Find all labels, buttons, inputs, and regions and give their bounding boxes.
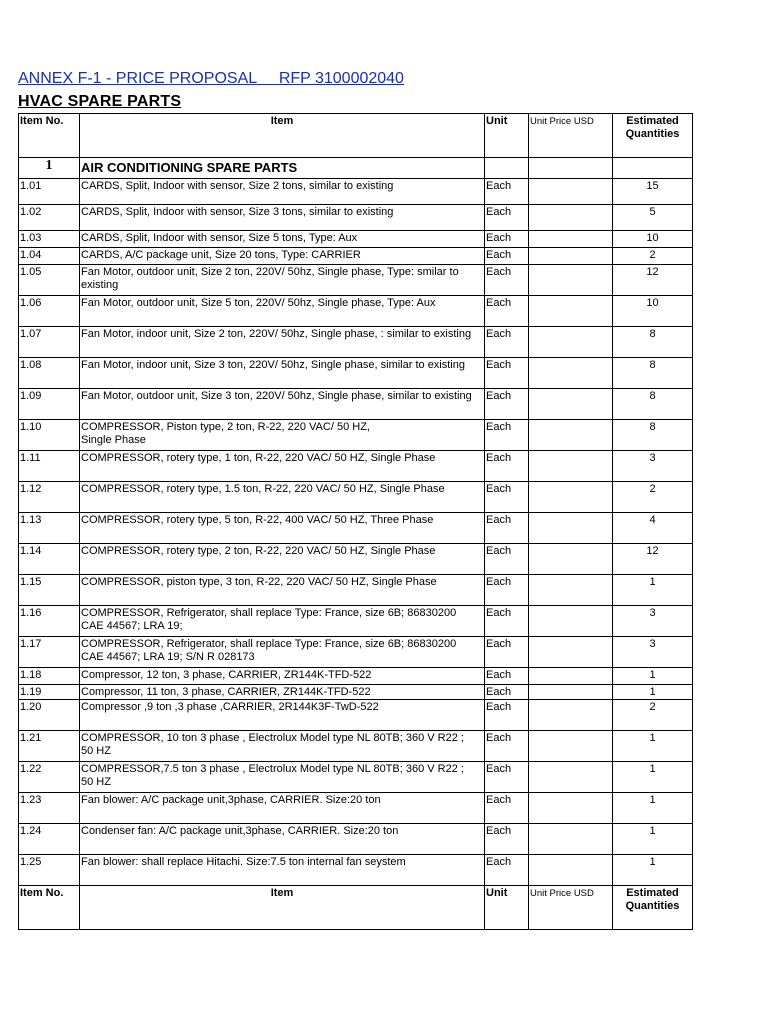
unit-cell: Each: [485, 179, 529, 205]
footer-item: Item: [80, 886, 485, 930]
unit-price-cell: [529, 420, 613, 451]
unit-cell: Each: [485, 824, 529, 855]
unit-price-cell: [529, 637, 613, 668]
table-row: [19, 482, 693, 513]
unit-cell: Each: [485, 389, 529, 420]
title-annex: ANNEX F-1 - PRICE PROPOSAL: [18, 70, 257, 87]
table-row: [19, 575, 693, 606]
unit-cell: Each: [485, 248, 529, 265]
quantity-cell: 15: [613, 179, 693, 205]
table-row: [19, 685, 693, 700]
table-row: [19, 327, 693, 358]
quantity-cell: 8: [613, 389, 693, 420]
table-row: [19, 513, 693, 544]
quantity-cell: 2: [613, 482, 693, 513]
item-number-cell: 1.25: [19, 855, 80, 886]
item-description-cell: Fan Motor, outdoor unit, Size 2 ton, 220V/ 50hz, Single phase, Type: smilar to existing: [80, 265, 485, 296]
unit-price-cell: [529, 685, 613, 700]
unit-price-cell: [529, 606, 613, 637]
item-number-cell: 1.23: [19, 793, 80, 824]
unit-price-cell: [529, 231, 613, 248]
item-description-cell: Fan Motor, indoor unit, Size 2 ton, 220V/ 50hz, Single phase, : similar to existing: [80, 327, 485, 358]
item-description-cell: COMPRESSOR,7.5 ton 3 phase , Electrolux Model type NL 80TB; 360 V R22 ; 50 HZ: [80, 762, 485, 793]
unit-cell: Each: [485, 575, 529, 606]
item-description-cell: Fan Motor, indoor unit, Size 3 ton, 220V/ 50hz, Single phase, similar to existing: [80, 358, 485, 389]
item-description-cell: Compressor ,9 ton ,3 phase ,CARRIER, 2R144K3F-TwD-522: [80, 700, 485, 731]
quantity-cell: 1: [613, 762, 693, 793]
unit-price-cell: [529, 793, 613, 824]
quantity-cell: 10: [613, 231, 693, 248]
header-estimated-quantities: [613, 114, 693, 158]
footer-unit-price: Unit Price USD: [529, 886, 613, 930]
item-description-cell: COMPRESSOR, rotery type, 1.5 ton, R-22, 220 VAC/ 50 HZ, Single Phase: [80, 482, 485, 513]
item-number-cell: 1.04: [19, 248, 80, 265]
unit-cell: Each: [485, 482, 529, 513]
table-row: [19, 389, 693, 420]
quantity-cell: 1: [613, 685, 693, 700]
item-description-cell: COMPRESSOR, 10 ton 3 phase , Electrolux Model type NL 80TB; 360 V R22 ; 50 HZ: [80, 731, 485, 762]
unit-price-cell: [529, 179, 613, 205]
footer-estimated: Estimated: [626, 887, 679, 899]
unit-price-cell: [529, 731, 613, 762]
item-number-cell: 1.06: [19, 296, 80, 327]
item-description-cell: Compressor, 12 ton, 3 phase, CARRIER, ZR144K-TFD-522: [80, 668, 485, 685]
table-row: [19, 205, 693, 231]
unit-cell: Each: [485, 265, 529, 296]
item-number-cell: 1.17: [19, 637, 80, 668]
table-row: [19, 420, 693, 451]
item-number-cell: 1.16: [19, 606, 80, 637]
item-number-cell: 1.22: [19, 762, 80, 793]
unit-price-cell: [529, 327, 613, 358]
header-unit: Unit: [485, 114, 529, 158]
unit-cell: Each: [485, 855, 529, 886]
table-row: [19, 855, 693, 886]
section-row: [19, 158, 693, 179]
section-title: AIR CONDITIONING SPARE PARTS: [80, 158, 485, 179]
unit-price-cell: [529, 824, 613, 855]
unit-price-cell: [529, 296, 613, 327]
unit-cell: Each: [485, 327, 529, 358]
quantity-cell: 12: [613, 265, 693, 296]
table-row: [19, 762, 693, 793]
header-item: Item: [80, 114, 485, 158]
quantity-cell: 3: [613, 606, 693, 637]
item-number-cell: 1.20: [19, 700, 80, 731]
header-estimated: Estimated: [626, 115, 679, 127]
item-number-cell: 1.19: [19, 685, 80, 700]
unit-cell: Each: [485, 668, 529, 685]
unit-price-cell: [529, 265, 613, 296]
unit-price-cell: [529, 358, 613, 389]
quantity-cell: 1: [613, 731, 693, 762]
item-description-cell: CARDS, Split, Indoor with sensor, Size 2 tons, similar to existing: [80, 179, 485, 205]
unit-cell: Each: [485, 606, 529, 637]
unit-cell: Each: [485, 685, 529, 700]
section-price-cell: [529, 158, 613, 179]
quantity-cell: 12: [613, 544, 693, 575]
quantity-cell: 1: [613, 793, 693, 824]
section-number: 1: [19, 158, 80, 179]
section-qty-cell: [613, 158, 693, 179]
unit-cell: Each: [485, 762, 529, 793]
footer-unit: Unit: [485, 886, 529, 930]
unit-cell: Each: [485, 231, 529, 248]
item-description-cell: CARDS, Split, Indoor with sensor, Size 3 tons, similar to existing: [80, 205, 485, 231]
unit-price-cell: [529, 544, 613, 575]
unit-cell: Each: [485, 700, 529, 731]
item-number-cell: 1.11: [19, 451, 80, 482]
table-row: [19, 668, 693, 685]
quantity-cell: 4: [613, 513, 693, 544]
table-row: [19, 793, 693, 824]
quantity-cell: 3: [613, 451, 693, 482]
item-description-cell: COMPRESSOR, rotery type, 2 ton, R-22, 220 VAC/ 50 HZ, Single Phase: [80, 544, 485, 575]
item-number-cell: 1.13: [19, 513, 80, 544]
quantity-cell: 2: [613, 248, 693, 265]
footer-quantities: Quantities: [625, 900, 680, 912]
item-number-cell: 1.21: [19, 731, 80, 762]
unit-cell: Each: [485, 731, 529, 762]
unit-cell: Each: [485, 637, 529, 668]
item-number-cell: 1.15: [19, 575, 80, 606]
document-subtitle: HVAC SPARE PARTS: [18, 93, 182, 110]
header-item-no: Item No.: [19, 114, 80, 158]
unit-cell: Each: [485, 544, 529, 575]
item-description-cell: COMPRESSOR, piston type, 3 ton, R-22, 220 VAC/ 50 HZ, Single Phase: [80, 575, 485, 606]
quantity-cell: 1: [613, 824, 693, 855]
unit-cell: Each: [485, 793, 529, 824]
unit-price-cell: [529, 205, 613, 231]
item-number-cell: 1.07: [19, 327, 80, 358]
unit-cell: Each: [485, 513, 529, 544]
quantity-cell: 5: [613, 205, 693, 231]
header-quantities: Quantities: [625, 128, 680, 140]
table-row: [19, 248, 693, 265]
document-title: [18, 70, 404, 88]
item-number-cell: 1.02: [19, 205, 80, 231]
unit-price-cell: [529, 451, 613, 482]
item-description-cell: COMPRESSOR, rotery type, 5 ton, R-22, 400 VAC/ 50 HZ, Three Phase: [80, 513, 485, 544]
item-number-cell: 1.05: [19, 265, 80, 296]
footer-estimated-quantities: [613, 886, 693, 930]
price-proposal-table: [18, 113, 693, 930]
quantity-cell: 10: [613, 296, 693, 327]
quantity-cell: 1: [613, 575, 693, 606]
item-number-cell: 1.10: [19, 420, 80, 451]
unit-price-cell: [529, 668, 613, 685]
unit-price-cell: [529, 700, 613, 731]
quantity-cell: 8: [613, 420, 693, 451]
item-description-cell: Fan Motor, outdoor unit, Size 3 ton, 220V/ 50hz, Single phase, similar to existing: [80, 389, 485, 420]
unit-cell: Each: [485, 420, 529, 451]
unit-price-cell: [529, 482, 613, 513]
item-description-cell: Fan Motor, outdoor unit, Size 5 ton, 220V/ 50hz, Single phase, Type: Aux: [80, 296, 485, 327]
item-description-cell: Compressor, 11 ton, 3 phase, CARRIER, ZR144K-TFD-522: [80, 685, 485, 700]
item-description-cell: COMPRESSOR, Refrigerator, shall replace Type: France, size 6B; 86830200 CAE 44567; LRA 19; S/N R 028173: [80, 637, 485, 668]
item-number-cell: 1.24: [19, 824, 80, 855]
item-description-cell: CARDS, A/C package unit, Size 20 tons, Type: CARRIER: [80, 248, 485, 265]
table-row: [19, 731, 693, 762]
unit-cell: Each: [485, 296, 529, 327]
item-number-cell: 1.08: [19, 358, 80, 389]
unit-cell: Each: [485, 205, 529, 231]
item-description-cell: COMPRESSOR, rotery type, 1 ton, R-22, 220 VAC/ 50 HZ, Single Phase: [80, 451, 485, 482]
unit-cell: Each: [485, 358, 529, 389]
title-rfp: RFP 3100002040: [278, 70, 404, 87]
quantity-cell: 2: [613, 700, 693, 731]
item-description-cell: COMPRESSOR, Refrigerator, shall replace Type: France, size 6B; 86830200 CAE 44567; LRA 19;: [80, 606, 485, 637]
item-description-cell: Condenser fan: A/C package unit,3phase, CARRIER. Size:20 ton: [80, 824, 485, 855]
item-number-cell: 1.09: [19, 389, 80, 420]
table-footer-header-row: [19, 886, 693, 930]
table-row: [19, 231, 693, 248]
table-row: [19, 265, 693, 296]
quantity-cell: 1: [613, 855, 693, 886]
item-number-cell: 1.18: [19, 668, 80, 685]
item-number-cell: 1.14: [19, 544, 80, 575]
table-row: [19, 544, 693, 575]
table-row: [19, 824, 693, 855]
unit-price-cell: [529, 575, 613, 606]
quantity-cell: 8: [613, 358, 693, 389]
unit-price-cell: [529, 248, 613, 265]
item-number-cell: 1.12: [19, 482, 80, 513]
unit-price-cell: [529, 513, 613, 544]
footer-item-no: Item No.: [19, 886, 80, 930]
item-description-cell: CARDS, Split, Indoor with sensor, Size 5 tons, Type: Aux: [80, 231, 485, 248]
unit-price-cell: [529, 855, 613, 886]
table-header-row: [19, 114, 693, 158]
header-unit-price: Unit Price USD: [529, 114, 613, 158]
item-number-cell: 1.03: [19, 231, 80, 248]
table-row: [19, 606, 693, 637]
table-row: [19, 358, 693, 389]
item-number-cell: 1.01: [19, 179, 80, 205]
quantity-cell: 1: [613, 668, 693, 685]
quantity-cell: 8: [613, 327, 693, 358]
table-row: [19, 296, 693, 327]
quantity-cell: 3: [613, 637, 693, 668]
item-description-cell: COMPRESSOR, Piston type, 2 ton, R-22, 220 VAC/ 50 HZ, Single Phase: [80, 420, 485, 451]
table-row: [19, 179, 693, 205]
unit-price-cell: [529, 762, 613, 793]
section-unit-cell: [485, 158, 529, 179]
unit-price-cell: [529, 389, 613, 420]
item-description-cell: Fan blower: shall replace Hitachi. Size:7.5 ton internal fan seystem: [80, 855, 485, 886]
item-description-cell: Fan blower: A/C package unit,3phase, CARRIER. Size:20 ton: [80, 793, 485, 824]
table-row: [19, 637, 693, 668]
unit-cell: Each: [485, 451, 529, 482]
table-row: [19, 451, 693, 482]
table-row: [19, 700, 693, 731]
